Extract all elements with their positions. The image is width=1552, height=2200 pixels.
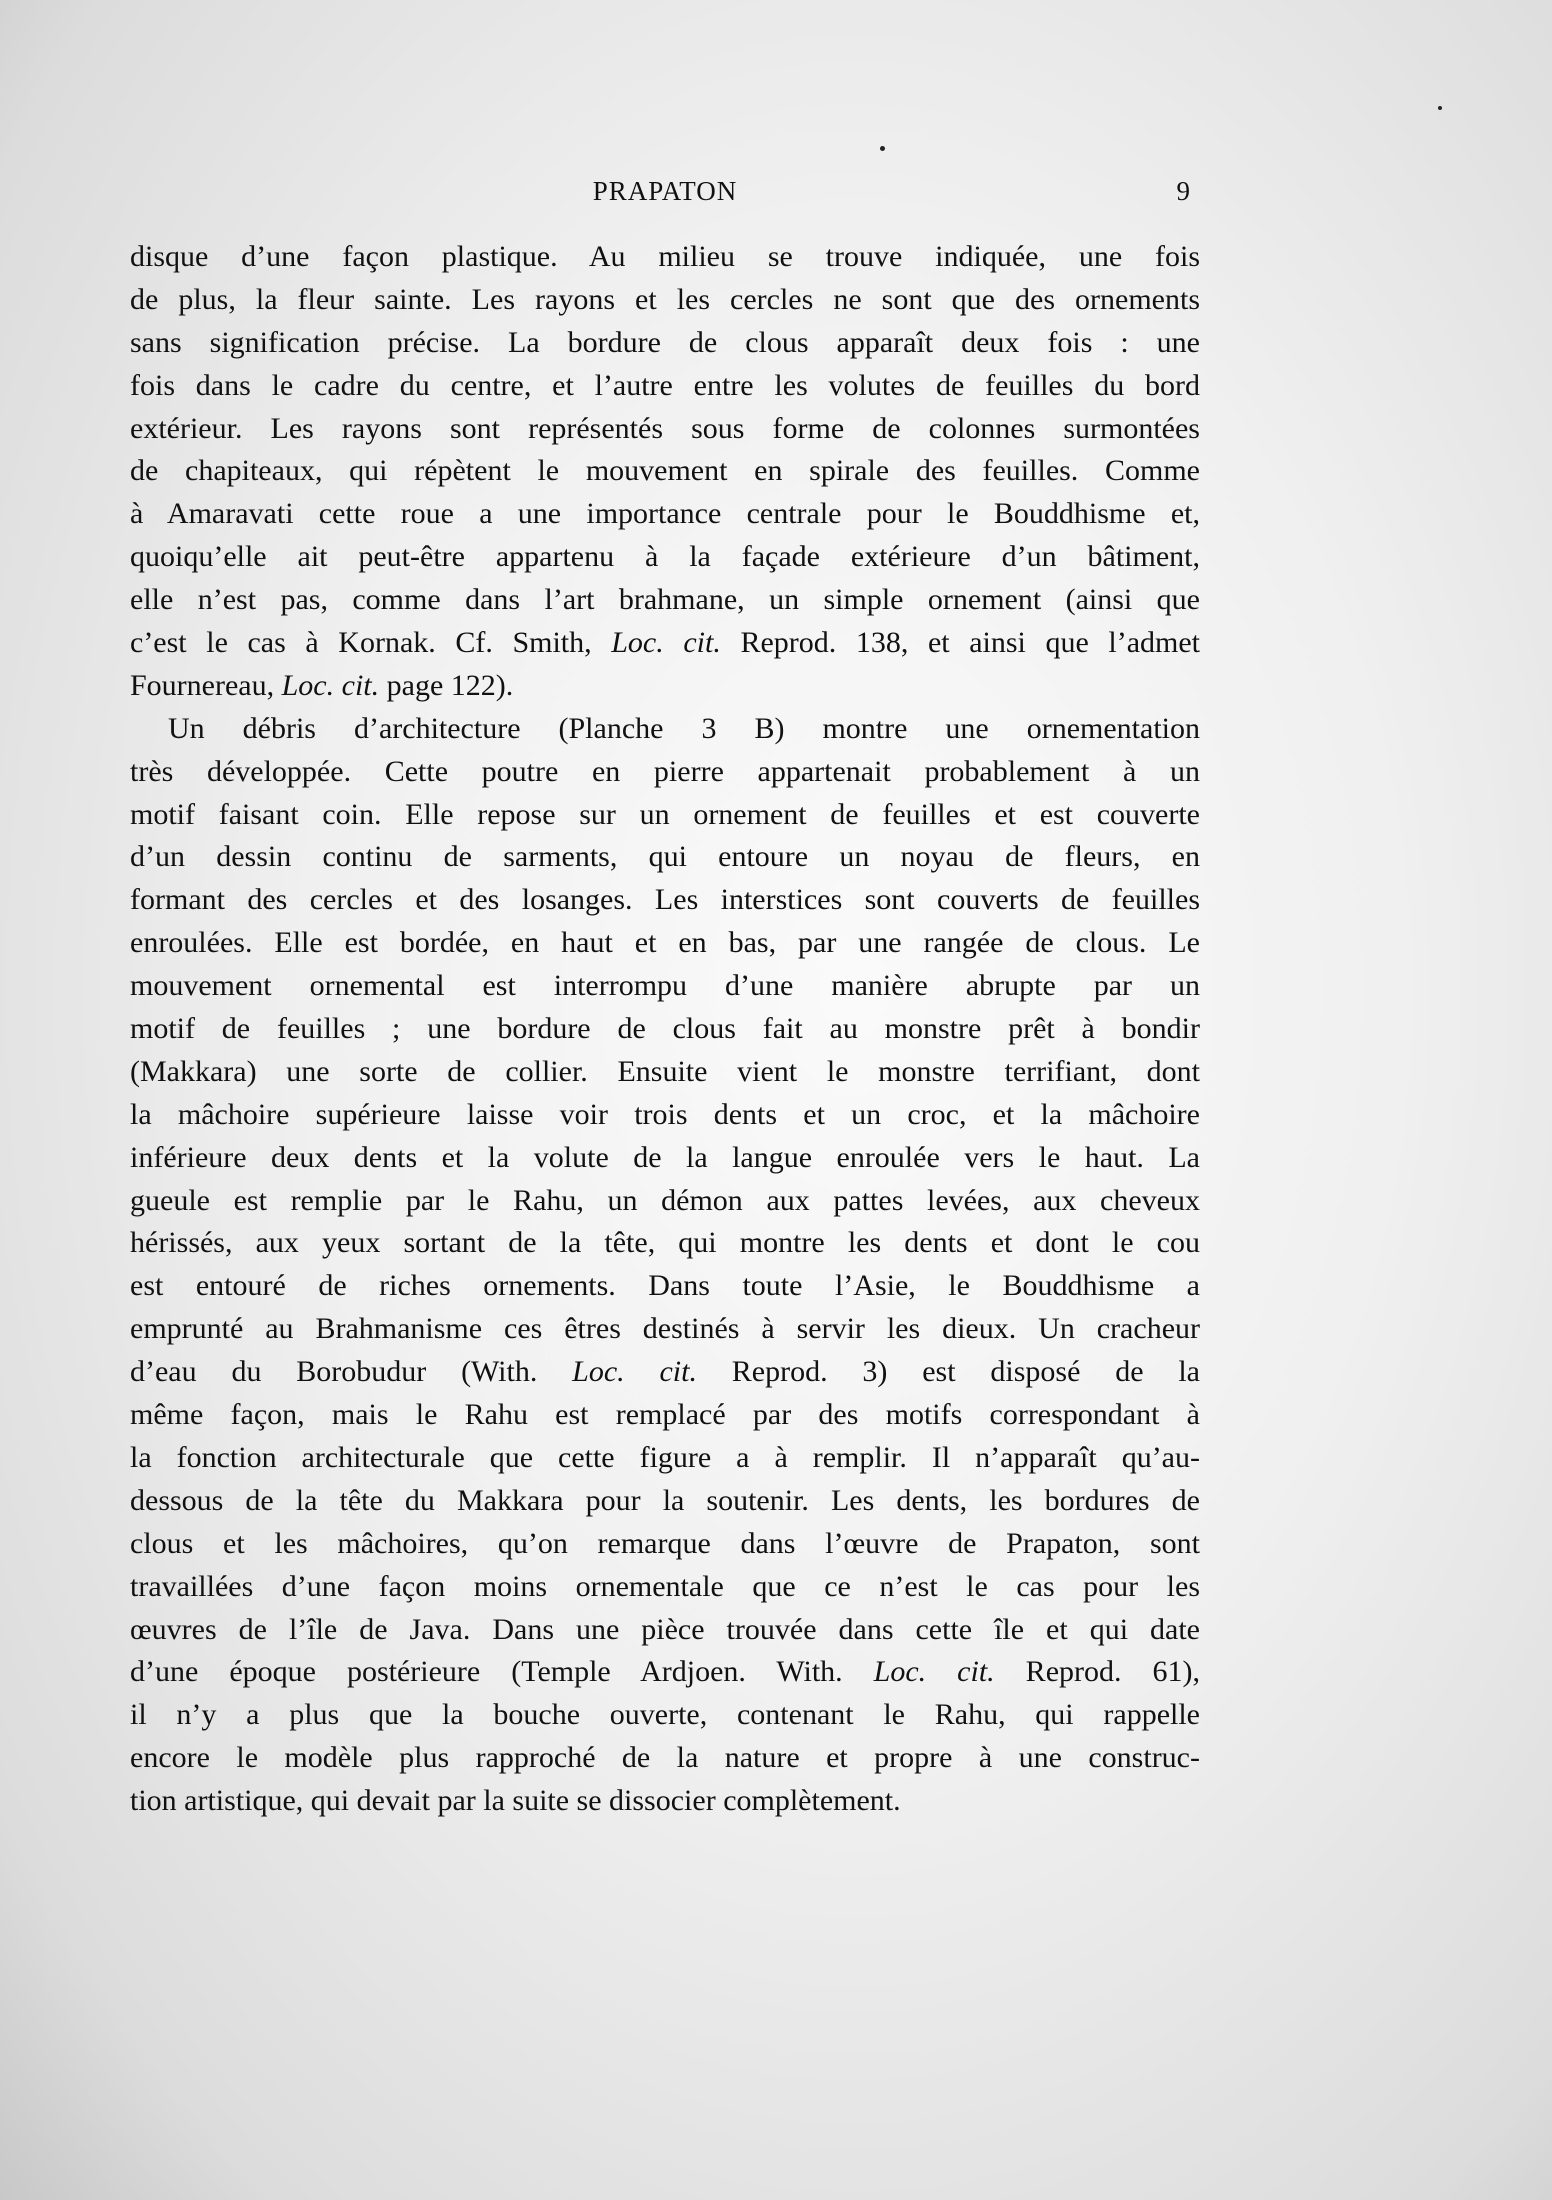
text-run: Reprod. 61), [994, 1655, 1200, 1689]
text-run: elle n’est pas, comme dans l’art brahmane, un simple ornement (ainsi que [130, 583, 1200, 617]
text-line [130, 708, 1200, 751]
text-run: est entouré de riches ornements. Dans toute l’Asie, le Bouddhisme a [130, 1269, 1200, 1303]
text-run: disque d’une façon plastique. Au milieu se trouve indiquée, une fois [130, 240, 1200, 273]
text-line [130, 322, 1200, 365]
text-line [130, 1222, 1200, 1265]
text-line [130, 665, 1200, 708]
text-line [130, 1351, 1200, 1394]
text-run: Reprod. 138, et ainsi que l’admet [720, 626, 1200, 660]
text-line [130, 579, 1200, 622]
text-line [130, 1566, 1200, 1609]
text-run: la mâchoire supérieure laisse voir trois dents et un croc, et la mâchoire [130, 1097, 1200, 1131]
text-run: hérissés, aux yeux sortant de la tête, qui montre les dents et dont le cou [130, 1226, 1200, 1260]
text-line [130, 1094, 1200, 1137]
text-line [130, 279, 1200, 322]
text-run: à Amaravati cette roue a une importance centrale pour le Bouddhisme et, [130, 497, 1200, 531]
text-line [130, 1008, 1200, 1051]
text-line [130, 1137, 1200, 1180]
text-line [130, 1780, 1200, 1823]
text-line [130, 1651, 1200, 1694]
text-line [130, 1180, 1200, 1223]
text-run: inférieure deux dents et la volute de la langue enroulée vers le haut. La [130, 1140, 1200, 1174]
text-run: extérieur. Les rayons sont représentés sous forme de colonnes surmontées [130, 411, 1200, 445]
text-run: même façon, mais le Rahu est remplacé par des motifs correspondant à [130, 1398, 1200, 1432]
text-run: c’est le cas à Kornak. Cf. Smith, [130, 626, 612, 660]
text-run: œuvres de l’île de Java. Dans une pièce trouvée dans cette île et qui date [130, 1612, 1200, 1646]
text-run: page 122). [379, 668, 514, 702]
text-line [130, 408, 1200, 451]
text-line [130, 622, 1200, 665]
text-line [130, 1308, 1200, 1351]
running-title: PRAPATON [592, 176, 738, 206]
text-line [130, 794, 1200, 837]
text-run: la fonction architecturale que cette figure a à remplir. Il n’apparaît qu’au- [130, 1440, 1200, 1474]
text-run: travaillées d’une façon moins ornementale que ce n’est le cas pour les [130, 1569, 1200, 1603]
text-run: motif de feuilles ; une bordure de clous fait au monstre prêt à bondir [130, 1012, 1200, 1046]
body-text [130, 236, 1200, 1823]
text-run: fois dans le cadre du centre, et l’autre entre les volutes de feuilles du bord [130, 368, 1200, 402]
italic-citation: Loc. cit. [873, 1655, 995, 1689]
text-run: (Makkara) une sorte de collier. Ensuite vient le monstre terrifiant, dont [130, 1054, 1200, 1088]
text-run: d’eau du Borobudur (With. [130, 1355, 573, 1389]
text-run: Reprod. 3) est disposé de la [696, 1355, 1200, 1389]
text-line [130, 450, 1200, 493]
text-line [130, 236, 1200, 279]
text-line [130, 536, 1200, 579]
text-line [130, 493, 1200, 536]
text-run: gueule est remplie par le Rahu, un démon aux pattes levées, aux cheveux [130, 1183, 1200, 1217]
text-line [130, 1480, 1200, 1523]
text-run: d’un dessin continu de sarments, qui entoure un noyau de fleurs, en [130, 840, 1200, 874]
italic-citation: Loc. cit. [611, 626, 721, 660]
text-run: enroulées. Elle est bordée, en haut et en bas, par une rangée de clous. Le [130, 926, 1200, 960]
text-run: Un débris d’architecture (Planche 3 B) montre une ornementation [168, 711, 1200, 745]
text-line [130, 1694, 1200, 1737]
text-run: formant des cercles et des losanges. Les interstices sont couverts de feuilles [130, 883, 1200, 917]
text-run: de chapiteaux, qui répètent le mouvement en spirale des feuilles. Comme [130, 454, 1200, 488]
text-run: dessous de la tête du Makkara pour la soutenir. Les dents, les bordures de [130, 1483, 1200, 1517]
text-run: mouvement ornemental est interrompu d’une manière abrupte par un [130, 969, 1200, 1003]
text-line [130, 365, 1200, 408]
italic-citation: Loc. cit. [281, 668, 380, 702]
text-run: encore le modèle plus rapproché de la nature et propre à une construc- [130, 1741, 1200, 1775]
text-run: de plus, la fleur sainte. Les rayons et les cercles ne sont que des ornements [130, 282, 1200, 316]
text-line [130, 1523, 1200, 1566]
text-run: Fournereau, [130, 668, 282, 702]
text-line [130, 1051, 1200, 1094]
text-line [130, 836, 1200, 879]
text-line [130, 1437, 1200, 1480]
print-speck [1438, 106, 1442, 110]
print-speck [880, 146, 885, 151]
text-run: très développée. Cette poutre en pierre appartenait probablement à un [130, 754, 1200, 788]
text-line [130, 1609, 1200, 1652]
text-run: clous et les mâchoires, qu’on remarque dans l’œuvre de Prapaton, sont [130, 1526, 1200, 1560]
text-run: motif faisant coin. Elle repose sur un ornement de feuilles et est couverte [130, 797, 1200, 831]
text-line [130, 1265, 1200, 1308]
page-number: 9 [1176, 176, 1190, 206]
text-line [130, 922, 1200, 965]
text-line [130, 751, 1200, 794]
text-run: il n’y a plus que la bouche ouverte, contenant le Rahu, qui rappelle [130, 1698, 1200, 1732]
text-run: emprunté au Brahmanisme ces êtres destinés à servir les dieux. Un cracheur [130, 1312, 1200, 1346]
text-run: tion artistique, qui devait par la suite se dissocier complètement. [130, 1784, 901, 1818]
text-run: sans signification précise. La bordure de clous apparaît deux fois : une [130, 325, 1200, 359]
text-run: quoiqu’elle ait peut-être appartenu à la façade extérieure d’un bâtiment, [130, 540, 1200, 574]
text-line [130, 1737, 1200, 1780]
text-run: d’une époque postérieure (Temple Ardjoen. With. [130, 1655, 874, 1689]
text-line [130, 965, 1200, 1008]
text-line [130, 879, 1200, 922]
italic-citation: Loc. cit. [572, 1355, 697, 1389]
page-header [130, 176, 1200, 216]
text-line [130, 1394, 1200, 1437]
